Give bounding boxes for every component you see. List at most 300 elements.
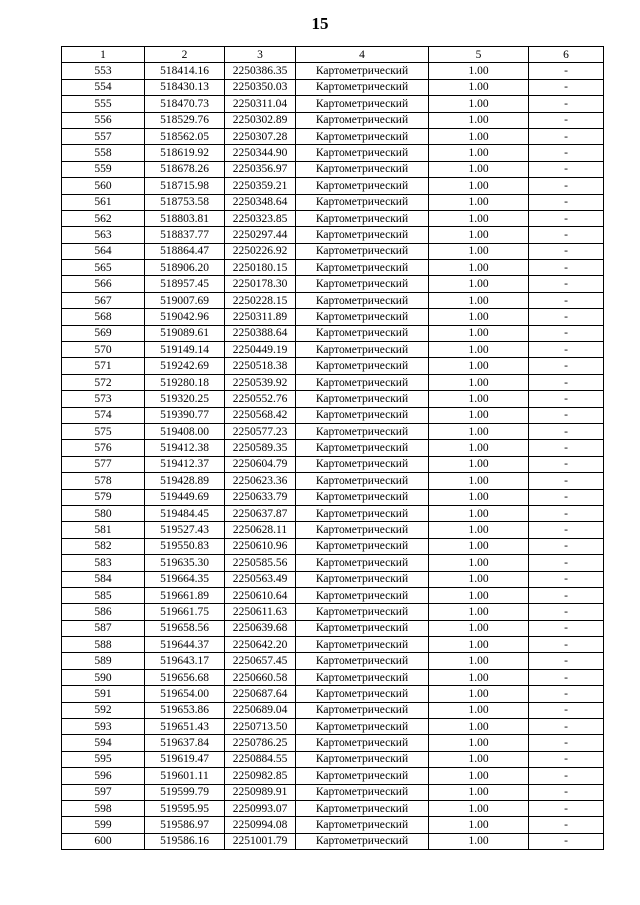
description-cell: -: [529, 768, 604, 784]
accuracy-cell: 1.00: [429, 210, 529, 226]
method-cell: Картометрический: [296, 276, 429, 292]
table-row: [62, 719, 604, 735]
description-cell: -: [529, 178, 604, 194]
description-cell: -: [529, 128, 604, 144]
method-cell: Картометрический: [296, 391, 429, 407]
x-coordinate-cell: 518803.81: [145, 210, 225, 226]
description-cell: -: [529, 309, 604, 325]
y-coordinate-cell: 2250356.97: [225, 161, 296, 177]
table-row: [62, 112, 604, 128]
point-number-cell: 576: [62, 440, 145, 456]
description-cell: -: [529, 325, 604, 341]
table-row: [62, 63, 604, 79]
method-cell: Картометрический: [296, 637, 429, 653]
description-cell: -: [529, 587, 604, 603]
method-cell: Картометрический: [296, 260, 429, 276]
method-cell: Картометрический: [296, 800, 429, 816]
y-coordinate-cell: 2250611.63: [225, 604, 296, 620]
table-row: [62, 604, 604, 620]
table-row: [62, 423, 604, 439]
y-coordinate-cell: 2250642.20: [225, 637, 296, 653]
description-cell: -: [529, 243, 604, 259]
y-coordinate-cell: 2250311.04: [225, 96, 296, 112]
table-row: [62, 145, 604, 161]
table-row: [62, 374, 604, 390]
y-coordinate-cell: 2250302.89: [225, 112, 296, 128]
point-number-cell: 556: [62, 112, 145, 128]
description-cell: -: [529, 800, 604, 816]
method-cell: Картометрический: [296, 358, 429, 374]
point-number-cell: 596: [62, 768, 145, 784]
coordinates-table: [61, 46, 604, 850]
description-cell: -: [529, 669, 604, 685]
description-cell: -: [529, 751, 604, 767]
table-body: [62, 63, 604, 850]
table-row: [62, 555, 604, 571]
x-coordinate-cell: 519644.37: [145, 637, 225, 653]
table-row: [62, 489, 604, 505]
table-row: [62, 686, 604, 702]
table-row: [62, 342, 604, 358]
description-cell: -: [529, 96, 604, 112]
point-number-cell: 553: [62, 63, 145, 79]
point-number-cell: 583: [62, 555, 145, 571]
description-cell: -: [529, 653, 604, 669]
method-cell: Картометрический: [296, 686, 429, 702]
x-coordinate-cell: 518678.26: [145, 161, 225, 177]
column-header: 2: [145, 47, 225, 63]
description-cell: -: [529, 227, 604, 243]
x-coordinate-cell: 519661.75: [145, 604, 225, 620]
point-number-cell: 582: [62, 538, 145, 554]
description-cell: -: [529, 555, 604, 571]
description-cell: -: [529, 456, 604, 472]
accuracy-cell: 1.00: [429, 686, 529, 702]
description-cell: -: [529, 112, 604, 128]
point-number-cell: 565: [62, 260, 145, 276]
description-cell: -: [529, 571, 604, 587]
point-number-cell: 590: [62, 669, 145, 685]
x-coordinate-cell: 518837.77: [145, 227, 225, 243]
point-number-cell: 586: [62, 604, 145, 620]
x-coordinate-cell: 519242.69: [145, 358, 225, 374]
y-coordinate-cell: 2250687.64: [225, 686, 296, 702]
point-number-cell: 591: [62, 686, 145, 702]
x-coordinate-cell: 519586.16: [145, 833, 225, 849]
x-coordinate-cell: 519658.56: [145, 620, 225, 636]
y-coordinate-cell: 2250610.64: [225, 587, 296, 603]
x-coordinate-cell: 519089.61: [145, 325, 225, 341]
accuracy-cell: 1.00: [429, 653, 529, 669]
table-row: [62, 735, 604, 751]
x-coordinate-cell: 519320.25: [145, 391, 225, 407]
table-row: [62, 96, 604, 112]
point-number-cell: 566: [62, 276, 145, 292]
y-coordinate-cell: 2250552.76: [225, 391, 296, 407]
table-row: [62, 194, 604, 210]
y-coordinate-cell: 2250884.55: [225, 751, 296, 767]
description-cell: -: [529, 702, 604, 718]
accuracy-cell: 1.00: [429, 79, 529, 95]
accuracy-cell: 1.00: [429, 768, 529, 784]
y-coordinate-cell: 2250307.28: [225, 128, 296, 144]
description-cell: -: [529, 292, 604, 308]
table-row: [62, 833, 604, 849]
accuracy-cell: 1.00: [429, 800, 529, 816]
accuracy-cell: 1.00: [429, 571, 529, 587]
method-cell: Картометрический: [296, 292, 429, 308]
point-number-cell: 578: [62, 473, 145, 489]
table-row: [62, 128, 604, 144]
x-coordinate-cell: 519656.68: [145, 669, 225, 685]
point-number-cell: 555: [62, 96, 145, 112]
table-row: [62, 260, 604, 276]
point-number-cell: 562: [62, 210, 145, 226]
x-coordinate-cell: 519007.69: [145, 292, 225, 308]
x-coordinate-cell: 519619.47: [145, 751, 225, 767]
table-row: [62, 309, 604, 325]
description-cell: -: [529, 833, 604, 849]
point-number-cell: 568: [62, 309, 145, 325]
table-row: [62, 751, 604, 767]
accuracy-cell: 1.00: [429, 620, 529, 636]
page-number: 15: [311, 14, 329, 33]
method-cell: Картометрический: [296, 473, 429, 489]
accuracy-cell: 1.00: [429, 309, 529, 325]
accuracy-cell: 1.00: [429, 260, 529, 276]
accuracy-cell: 1.00: [429, 112, 529, 128]
accuracy-cell: 1.00: [429, 522, 529, 538]
table-row: [62, 653, 604, 669]
method-cell: Картометрический: [296, 505, 429, 521]
accuracy-cell: 1.00: [429, 817, 529, 833]
point-number-cell: 564: [62, 243, 145, 259]
description-cell: -: [529, 391, 604, 407]
accuracy-cell: 1.00: [429, 555, 529, 571]
table-row: [62, 800, 604, 816]
table-row: [62, 407, 604, 423]
method-cell: Картометрический: [296, 571, 429, 587]
accuracy-cell: 1.00: [429, 702, 529, 718]
table-row: [62, 161, 604, 177]
point-number-cell: 580: [62, 505, 145, 521]
method-cell: Картометрический: [296, 407, 429, 423]
point-number-cell: 574: [62, 407, 145, 423]
x-coordinate-cell: 519408.00: [145, 423, 225, 439]
description-cell: -: [529, 522, 604, 538]
y-coordinate-cell: 2250323.85: [225, 210, 296, 226]
y-coordinate-cell: 2250577.23: [225, 423, 296, 439]
accuracy-cell: 1.00: [429, 178, 529, 194]
y-coordinate-cell: 2250713.50: [225, 719, 296, 735]
method-cell: Картометрический: [296, 342, 429, 358]
method-cell: Картометрический: [296, 178, 429, 194]
y-coordinate-cell: 2250633.79: [225, 489, 296, 505]
description-cell: -: [529, 407, 604, 423]
accuracy-cell: 1.00: [429, 96, 529, 112]
table-row: [62, 522, 604, 538]
description-cell: -: [529, 719, 604, 735]
table-row: [62, 456, 604, 472]
y-coordinate-cell: 2250344.90: [225, 145, 296, 161]
column-header: 3: [225, 47, 296, 63]
table-row: [62, 702, 604, 718]
accuracy-cell: 1.00: [429, 489, 529, 505]
accuracy-cell: 1.00: [429, 407, 529, 423]
method-cell: Картометрический: [296, 145, 429, 161]
x-coordinate-cell: 519550.83: [145, 538, 225, 554]
point-number-cell: 572: [62, 374, 145, 390]
method-cell: Картометрический: [296, 210, 429, 226]
y-coordinate-cell: 2250311.89: [225, 309, 296, 325]
table-row: [62, 227, 604, 243]
point-number-cell: 589: [62, 653, 145, 669]
method-cell: Картометрический: [296, 833, 429, 849]
accuracy-cell: 1.00: [429, 63, 529, 79]
x-coordinate-cell: 518562.05: [145, 128, 225, 144]
y-coordinate-cell: 2250610.96: [225, 538, 296, 554]
x-coordinate-cell: 519449.69: [145, 489, 225, 505]
point-number-cell: 581: [62, 522, 145, 538]
point-number-cell: 561: [62, 194, 145, 210]
accuracy-cell: 1.00: [429, 719, 529, 735]
x-coordinate-cell: 519412.38: [145, 440, 225, 456]
y-coordinate-cell: 2250386.35: [225, 63, 296, 79]
accuracy-cell: 1.00: [429, 587, 529, 603]
y-coordinate-cell: 2250568.42: [225, 407, 296, 423]
x-coordinate-cell: 518906.20: [145, 260, 225, 276]
method-cell: Картометрический: [296, 735, 429, 751]
point-number-cell: 599: [62, 817, 145, 833]
y-coordinate-cell: 2250518.38: [225, 358, 296, 374]
accuracy-cell: 1.00: [429, 456, 529, 472]
description-cell: -: [529, 374, 604, 390]
point-number-cell: 575: [62, 423, 145, 439]
column-header: 1: [62, 47, 145, 63]
method-cell: Картометрический: [296, 194, 429, 210]
x-coordinate-cell: 518864.47: [145, 243, 225, 259]
description-cell: -: [529, 686, 604, 702]
x-coordinate-cell: 519601.11: [145, 768, 225, 784]
point-number-cell: 560: [62, 178, 145, 194]
description-cell: -: [529, 194, 604, 210]
table-row: [62, 817, 604, 833]
point-number-cell: 593: [62, 719, 145, 735]
method-cell: Картометрический: [296, 325, 429, 341]
description-cell: -: [529, 276, 604, 292]
table-row: [62, 440, 604, 456]
x-coordinate-cell: 519599.79: [145, 784, 225, 800]
accuracy-cell: 1.00: [429, 276, 529, 292]
point-number-cell: 595: [62, 751, 145, 767]
point-number-cell: 558: [62, 145, 145, 161]
accuracy-cell: 1.00: [429, 604, 529, 620]
y-coordinate-cell: 2250989.91: [225, 784, 296, 800]
description-cell: -: [529, 784, 604, 800]
x-coordinate-cell: 519527.43: [145, 522, 225, 538]
y-coordinate-cell: 2250623.36: [225, 473, 296, 489]
accuracy-cell: 1.00: [429, 391, 529, 407]
accuracy-cell: 1.00: [429, 128, 529, 144]
y-coordinate-cell: 2250348.64: [225, 194, 296, 210]
accuracy-cell: 1.00: [429, 784, 529, 800]
method-cell: Картометрический: [296, 440, 429, 456]
accuracy-cell: 1.00: [429, 243, 529, 259]
description-cell: -: [529, 604, 604, 620]
x-coordinate-cell: 518430.13: [145, 79, 225, 95]
point-number-cell: 584: [62, 571, 145, 587]
description-cell: -: [529, 423, 604, 439]
accuracy-cell: 1.00: [429, 161, 529, 177]
x-coordinate-cell: 518957.45: [145, 276, 225, 292]
table-row: [62, 178, 604, 194]
description-cell: -: [529, 260, 604, 276]
y-coordinate-cell: 2251001.79: [225, 833, 296, 849]
point-number-cell: 592: [62, 702, 145, 718]
y-coordinate-cell: 2250982.85: [225, 768, 296, 784]
method-cell: Картометрический: [296, 374, 429, 390]
y-coordinate-cell: 2250604.79: [225, 456, 296, 472]
y-coordinate-cell: 2250786.25: [225, 735, 296, 751]
accuracy-cell: 1.00: [429, 358, 529, 374]
table-row: [62, 571, 604, 587]
description-cell: -: [529, 735, 604, 751]
point-number-cell: 597: [62, 784, 145, 800]
method-cell: Картометрический: [296, 243, 429, 259]
table-row: [62, 768, 604, 784]
point-number-cell: 563: [62, 227, 145, 243]
accuracy-cell: 1.00: [429, 194, 529, 210]
table-header-row: [62, 47, 604, 63]
description-cell: -: [529, 79, 604, 95]
accuracy-cell: 1.00: [429, 833, 529, 849]
y-coordinate-cell: 2250639.68: [225, 620, 296, 636]
y-coordinate-cell: 2250657.45: [225, 653, 296, 669]
point-number-cell: 554: [62, 79, 145, 95]
description-cell: -: [529, 538, 604, 554]
description-cell: -: [529, 440, 604, 456]
method-cell: Картометрический: [296, 227, 429, 243]
description-cell: -: [529, 210, 604, 226]
description-cell: -: [529, 817, 604, 833]
x-coordinate-cell: 519484.45: [145, 505, 225, 521]
table-row: [62, 473, 604, 489]
table-row: [62, 620, 604, 636]
accuracy-cell: 1.00: [429, 473, 529, 489]
table-row: [62, 538, 604, 554]
method-cell: Картометрический: [296, 784, 429, 800]
accuracy-cell: 1.00: [429, 735, 529, 751]
y-coordinate-cell: 2250297.44: [225, 227, 296, 243]
accuracy-cell: 1.00: [429, 440, 529, 456]
table-row: [62, 79, 604, 95]
point-number-cell: 577: [62, 456, 145, 472]
x-coordinate-cell: 519664.35: [145, 571, 225, 587]
method-cell: Картометрический: [296, 620, 429, 636]
method-cell: Картометрический: [296, 587, 429, 603]
table-row: [62, 243, 604, 259]
point-number-cell: 579: [62, 489, 145, 505]
description-cell: -: [529, 473, 604, 489]
point-number-cell: 571: [62, 358, 145, 374]
x-coordinate-cell: 519661.89: [145, 587, 225, 603]
column-header: 6: [529, 47, 604, 63]
method-cell: Картометрический: [296, 423, 429, 439]
x-coordinate-cell: 519654.00: [145, 686, 225, 702]
method-cell: Картометрический: [296, 96, 429, 112]
y-coordinate-cell: 2250180.15: [225, 260, 296, 276]
y-coordinate-cell: 2250563.49: [225, 571, 296, 587]
method-cell: Картометрический: [296, 538, 429, 554]
x-coordinate-cell: 519412.37: [145, 456, 225, 472]
accuracy-cell: 1.00: [429, 538, 529, 554]
table-row: [62, 325, 604, 341]
method-cell: Картометрический: [296, 456, 429, 472]
table-row: [62, 391, 604, 407]
method-cell: Картометрический: [296, 751, 429, 767]
y-coordinate-cell: 2250637.87: [225, 505, 296, 521]
accuracy-cell: 1.00: [429, 342, 529, 358]
x-coordinate-cell: 519390.77: [145, 407, 225, 423]
description-cell: -: [529, 505, 604, 521]
method-cell: Картометрический: [296, 768, 429, 784]
accuracy-cell: 1.00: [429, 637, 529, 653]
method-cell: Картометрический: [296, 604, 429, 620]
x-coordinate-cell: 518753.58: [145, 194, 225, 210]
x-coordinate-cell: 519149.14: [145, 342, 225, 358]
column-header: 4: [296, 47, 429, 63]
y-coordinate-cell: 2250993.07: [225, 800, 296, 816]
method-cell: Картометрический: [296, 112, 429, 128]
x-coordinate-cell: 518619.92: [145, 145, 225, 161]
point-number-cell: 600: [62, 833, 145, 849]
accuracy-cell: 1.00: [429, 325, 529, 341]
y-coordinate-cell: 2250589.35: [225, 440, 296, 456]
x-coordinate-cell: 518414.16: [145, 63, 225, 79]
table-row: [62, 276, 604, 292]
accuracy-cell: 1.00: [429, 292, 529, 308]
method-cell: Картометрический: [296, 555, 429, 571]
y-coordinate-cell: 2250350.03: [225, 79, 296, 95]
table-row: [62, 669, 604, 685]
method-cell: Картометрический: [296, 309, 429, 325]
method-cell: Картометрический: [296, 522, 429, 538]
x-coordinate-cell: 518470.73: [145, 96, 225, 112]
point-number-cell: 594: [62, 735, 145, 751]
y-coordinate-cell: 2250226.92: [225, 243, 296, 259]
x-coordinate-cell: 519637.84: [145, 735, 225, 751]
x-coordinate-cell: 519280.18: [145, 374, 225, 390]
column-header: 5: [429, 47, 529, 63]
method-cell: Картометрический: [296, 669, 429, 685]
accuracy-cell: 1.00: [429, 505, 529, 521]
y-coordinate-cell: 2250359.21: [225, 178, 296, 194]
y-coordinate-cell: 2250388.64: [225, 325, 296, 341]
table-row: [62, 587, 604, 603]
accuracy-cell: 1.00: [429, 227, 529, 243]
y-coordinate-cell: 2250539.92: [225, 374, 296, 390]
x-coordinate-cell: 519643.17: [145, 653, 225, 669]
description-cell: -: [529, 161, 604, 177]
point-number-cell: 557: [62, 128, 145, 144]
method-cell: Картометрический: [296, 817, 429, 833]
point-number-cell: 587: [62, 620, 145, 636]
y-coordinate-cell: 2250585.56: [225, 555, 296, 571]
method-cell: Картометрический: [296, 653, 429, 669]
y-coordinate-cell: 2250660.58: [225, 669, 296, 685]
table-row: [62, 358, 604, 374]
x-coordinate-cell: 519651.43: [145, 719, 225, 735]
